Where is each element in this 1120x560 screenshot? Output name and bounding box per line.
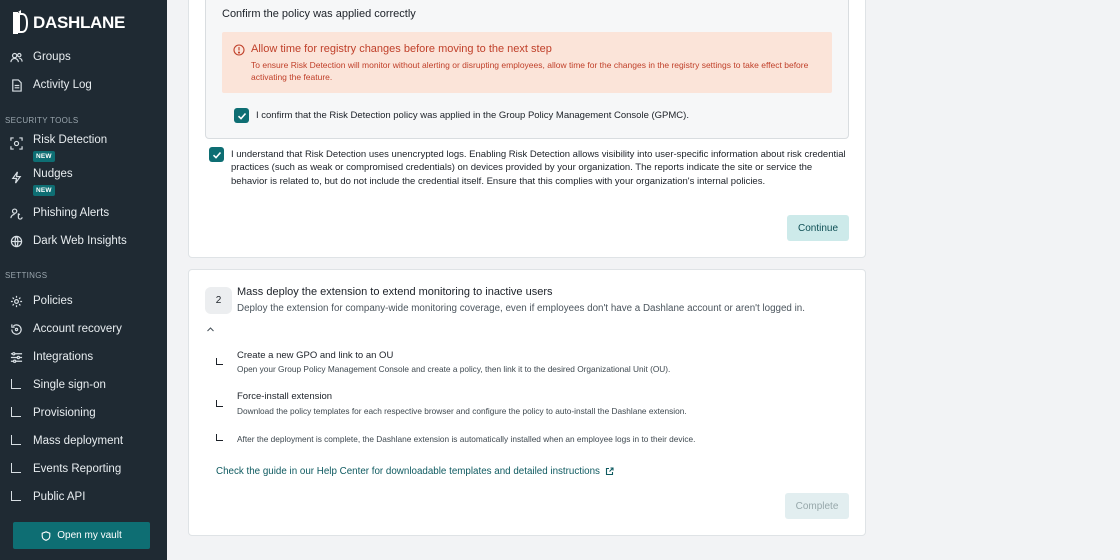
continue-button[interactable]: Continue	[787, 215, 849, 241]
sidebar-item-label: Account recovery	[33, 323, 122, 335]
new-badge: NEW	[33, 185, 55, 196]
sidebar-item-label: Risk Detection	[33, 134, 108, 146]
sidebar-item-label: Nudges	[33, 168, 73, 180]
step-subtitle: Deploy the extension for company-wide monitoring coverage, even if employees don't have a Dashlane account or aren't logged in.	[237, 303, 805, 314]
sidebar-item-groups[interactable]	[0, 45, 167, 69]
sliders-icon	[9, 350, 23, 364]
open-vault-button[interactable]	[13, 522, 150, 549]
section-label-settings: SETTINGS	[5, 271, 48, 280]
substep-desc: Open your Group Policy Management Console and create a policy, then link it to the desired Organizational Unit (OU).	[237, 364, 671, 374]
check-icon	[212, 150, 222, 160]
recovery-icon	[9, 322, 23, 336]
sidebar-item-events-reporting[interactable]	[0, 457, 167, 481]
sidebar-item-phishing-alerts[interactable]	[0, 201, 167, 225]
help-center-link-label: Check the guide in our Help Center for downloadable templates and detailed instructions	[216, 466, 600, 477]
sidebar-item-account-recovery[interactable]	[0, 317, 167, 341]
substep-desc: Download the policy templates for each respective browser and configure the policy to auto-install the Dashlane extension.	[237, 406, 687, 416]
sidebar-item-mass-deployment[interactable]	[0, 429, 167, 453]
sub-item-icon	[11, 407, 21, 417]
sidebar-item-label: Groups	[33, 51, 71, 63]
check-icon	[237, 111, 247, 121]
help-center-link[interactable]	[216, 466, 614, 477]
warning-title: Allow time for registry changes before moving to the next step	[251, 43, 552, 55]
substep-icon	[216, 400, 223, 407]
substep-desc: After the deployment is complete, the Dashlane extension is automatically installed when an employee logs in to their device.	[237, 434, 696, 444]
sidebar-item-single-sign-on[interactable]	[0, 373, 167, 397]
confirm-gpmc-checkbox[interactable]	[234, 108, 249, 123]
warning-body: To ensure Risk Detection will monitor without alerting or disrupting employees, allow time for the changes in the registry settings to take effect before activating the feature.	[251, 60, 809, 82]
sidebar-item-label: Single sign-on	[33, 379, 106, 391]
sub-item-icon	[11, 463, 21, 473]
sidebar-item-label: Mass deployment	[33, 435, 124, 447]
confirm-gpmc-label: I confirm that the Risk Detection policy was applied in the Group Policy Management Console (GPMC).	[256, 110, 689, 121]
sidebar-item-label: Policies	[33, 295, 73, 307]
substep-icon	[216, 434, 223, 441]
logo-mark-icon	[11, 10, 29, 36]
brand-name: DASHLANE	[33, 13, 126, 32]
sidebar-item-policies[interactable]	[0, 289, 167, 313]
sidebar-item-label: Activity Log	[33, 79, 92, 91]
new-badge: NEW	[33, 151, 55, 162]
step-number: 2	[205, 287, 232, 314]
step-title: Mass deploy the extension to extend monitoring to inactive users	[237, 286, 553, 298]
complete-button[interactable]: Complete	[785, 493, 849, 519]
sidebar-item-nudges[interactable]	[0, 168, 167, 192]
info-icon	[233, 43, 245, 55]
substep-icon	[216, 358, 223, 365]
globe-icon	[9, 234, 23, 248]
sidebar-item-provisioning[interactable]	[0, 401, 167, 425]
gear-icon	[9, 294, 23, 308]
substep-title: Force-install extension	[237, 391, 333, 402]
sidebar-item-public-api[interactable]	[0, 485, 167, 509]
sidebar-item-risk-detection[interactable]	[0, 134, 167, 158]
log-icon	[9, 78, 23, 92]
sidebar-item-label: Provisioning	[33, 407, 96, 419]
sub-item-icon	[11, 379, 21, 389]
open-vault-label: Open my vault	[57, 530, 122, 541]
sidebar-item-label: Events Reporting	[33, 463, 122, 475]
sidebar-item-dark-web-insights[interactable]	[0, 229, 167, 253]
sidebar	[0, 0, 167, 560]
sidebar-item-label: Phishing Alerts	[33, 207, 110, 219]
sub-item-icon	[11, 435, 21, 445]
dashlane-logo[interactable]	[11, 10, 125, 36]
risk-icon	[9, 136, 23, 150]
phishing-icon	[9, 206, 23, 220]
sidebar-item-label: Integrations	[33, 351, 94, 363]
sidebar-item-integrations[interactable]	[0, 345, 167, 369]
sidebar-item-label: Dark Web Insights	[33, 235, 127, 247]
sidebar-item-label: Public API	[33, 491, 86, 503]
external-link-icon	[605, 467, 614, 476]
understand-checkbox[interactable]	[209, 147, 224, 162]
sidebar-item-activity-log[interactable]	[0, 73, 167, 97]
users-icon	[9, 50, 23, 64]
substep-title: Create a new GPO and link to an OU	[237, 350, 394, 361]
sub-item-icon	[11, 491, 21, 501]
shield-icon	[41, 531, 51, 541]
chevron-up-icon[interactable]	[206, 321, 215, 330]
understand-label: I understand that Risk Detection uses unencrypted logs. Enabling Risk Detection allows visibility into user-specific information about risk credential practices (such as weak or compromised credentials) on devices provided by your organization. The reports indicate the site or service the behavior is related to, but do not include the credential itself. Ensure that this complies with your organization's internal policies.	[231, 149, 846, 187]
confirm-policy-title: Confirm the policy was applied correctly	[222, 8, 416, 20]
section-label-security: SECURITY TOOLS	[5, 116, 79, 125]
bolt-icon	[9, 170, 23, 184]
